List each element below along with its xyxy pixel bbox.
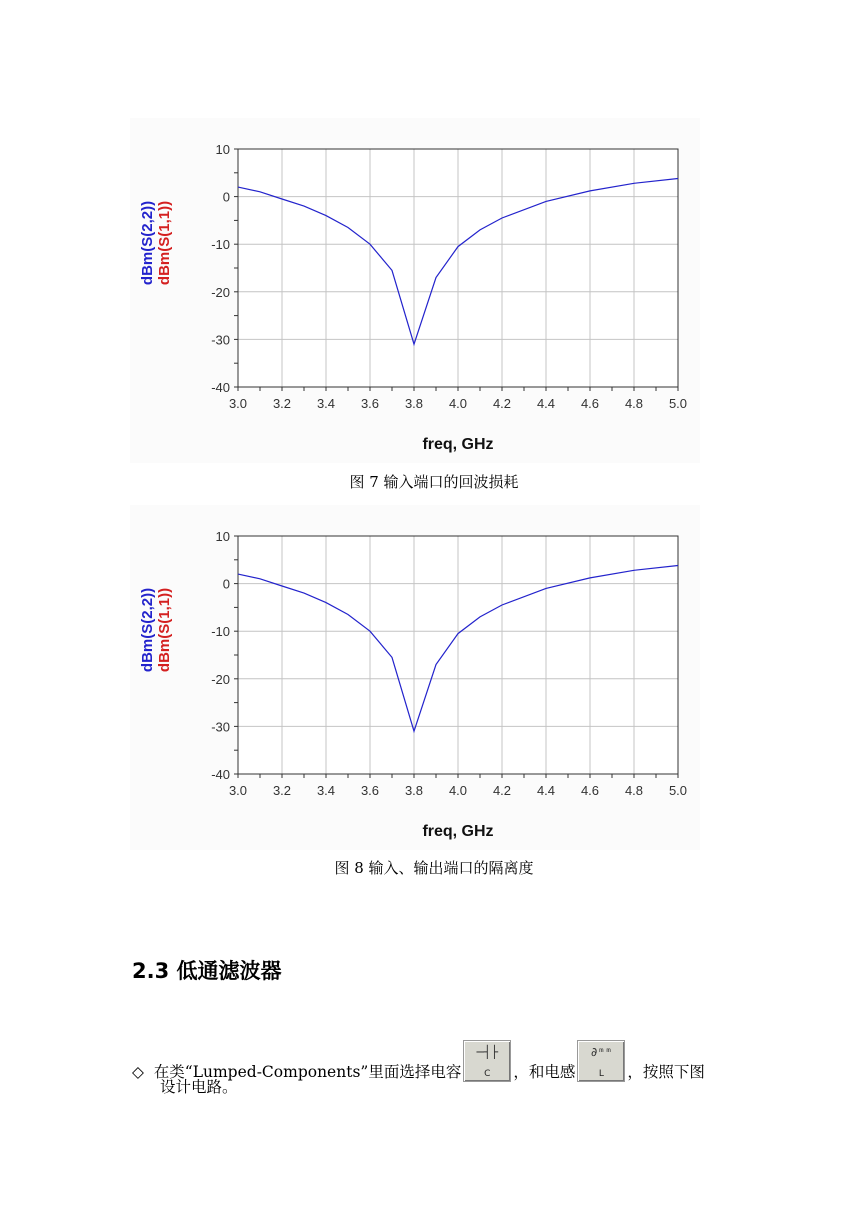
x-tick-label: 4.4 <box>536 396 556 411</box>
y-tick-label: -40 <box>211 767 230 782</box>
x-tick-label: 4.8 <box>624 396 644 411</box>
bullet-text-a: 在类“Lumped-Components”里面选择电容 <box>153 1063 462 1081</box>
y-tick-label: -20 <box>211 284 230 300</box>
bullet-text-d: 设计电路。 <box>160 1078 238 1096</box>
y-tick-label: 0 <box>222 576 230 592</box>
x-tick-label: 3.4 <box>316 783 336 798</box>
x-tick-label: 3.6 <box>360 783 380 798</box>
inductor-button[interactable] <box>577 1040 625 1082</box>
capacitor-button[interactable] <box>463 1040 511 1082</box>
inductor-icon: ∂ᵐᵐ <box>590 1045 613 1059</box>
x-tick-label: 4.4 <box>536 783 556 798</box>
y-tick-label: 10 <box>215 142 230 157</box>
y-axis-label: dBm(S(1,1)) <box>156 200 173 286</box>
x-tick-label: 4.0 <box>448 396 468 411</box>
x-axis-label: freq, GHz <box>422 823 494 840</box>
bullet-text-b: ，和电感 <box>513 1063 576 1081</box>
y-tick-label: -30 <box>211 332 230 348</box>
y-tick-label: 10 <box>215 529 230 544</box>
figure-8 <box>130 505 700 850</box>
caption-figure-7: 图 7 输入端口的回波损耗 <box>349 473 519 491</box>
capacitor-icon: ─┤├ <box>476 1045 499 1059</box>
x-tick-label: 4.2 <box>492 783 512 798</box>
x-axis-label: freq, GHz <box>422 436 494 453</box>
diamond-bullet-icon: ◇ <box>132 1063 144 1081</box>
y-tick-label: -20 <box>211 671 230 687</box>
x-tick-label: 3.8 <box>404 783 424 798</box>
x-tick-label: 5.0 <box>668 783 688 798</box>
y-tick-label: -10 <box>211 237 230 253</box>
x-tick-label: 4.6 <box>580 396 600 411</box>
y-tick-label: 0 <box>222 189 230 205</box>
y-axis-label: dBm(S(1,1)) <box>156 587 173 673</box>
chart-return-loss <box>130 118 700 463</box>
y-tick-label: -10 <box>211 624 230 640</box>
figure-7 <box>130 118 700 463</box>
plot-area <box>211 529 687 798</box>
y-tick-label: -30 <box>211 719 230 735</box>
x-tick-label: 3.2 <box>272 783 292 798</box>
x-tick-label: 3.0 <box>228 783 248 798</box>
x-tick-label: 3.2 <box>272 396 292 411</box>
chart-isolation <box>130 505 700 850</box>
inductor-label: L <box>598 1069 604 1079</box>
plot-area <box>211 142 687 411</box>
caption-figure-8: 图 8 输入、输出端口的隔离度 <box>334 859 534 877</box>
x-tick-label: 5.0 <box>668 396 688 411</box>
x-tick-label: 4.0 <box>448 783 468 798</box>
capacitor-label: C <box>484 1069 491 1079</box>
x-tick-label: 3.4 <box>316 396 336 411</box>
y-tick-label: -40 <box>211 380 230 395</box>
x-tick-label: 3.6 <box>360 396 380 411</box>
y-axis-label: dBm(S(2,2)) <box>139 200 156 286</box>
y-axis-label: dBm(S(2,2)) <box>139 587 156 673</box>
x-tick-label: 4.2 <box>492 396 512 411</box>
x-tick-label: 4.6 <box>580 783 600 798</box>
x-tick-label: 3.0 <box>228 396 248 411</box>
bullet-text-c: ，按照下图 <box>627 1063 705 1081</box>
x-tick-label: 4.8 <box>624 783 644 798</box>
x-tick-label: 3.8 <box>404 396 424 411</box>
section-heading: 2.3 低通滤波器 <box>132 959 282 983</box>
